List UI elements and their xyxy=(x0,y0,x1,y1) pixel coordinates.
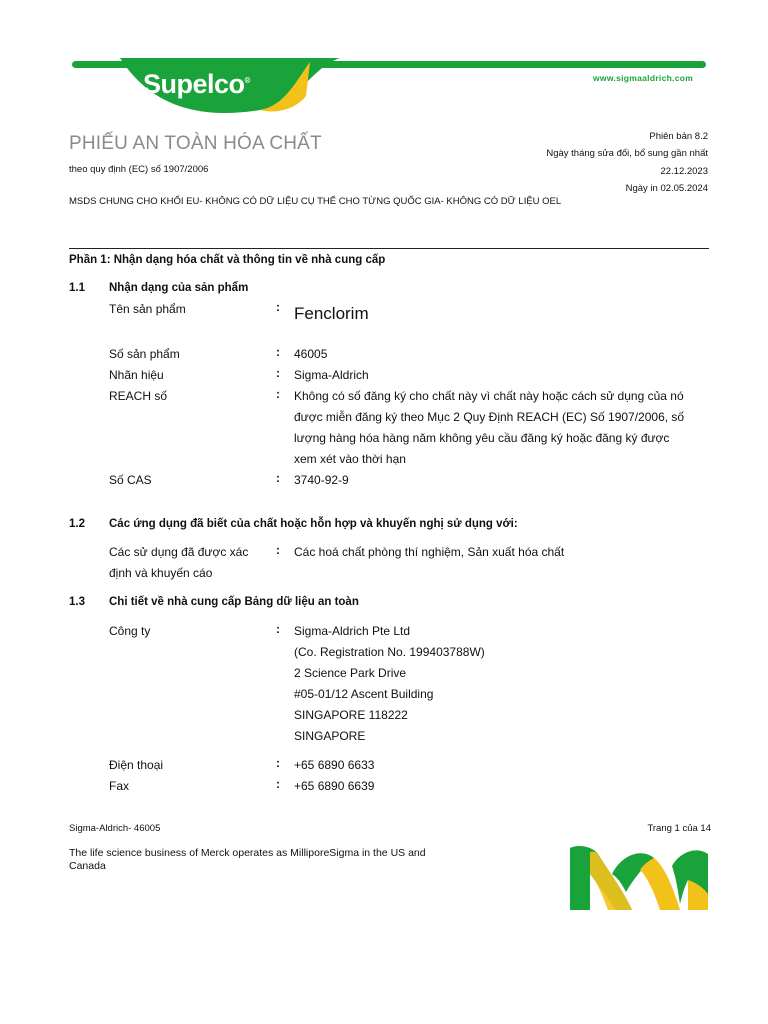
uses-value: Các hoá chất phòng thí nghiệm, Sản xuất hóa chất xyxy=(294,545,565,559)
colon: : xyxy=(276,756,280,770)
reach-label: REACH số xyxy=(109,389,168,403)
reach-value xyxy=(294,386,684,470)
company-label: Công ty xyxy=(109,624,151,638)
phone-value: +65 6890 6633 xyxy=(294,758,375,772)
subsection-1-1-title: Nhận dạng của sản phẩm xyxy=(109,282,249,294)
colon: : xyxy=(276,366,280,380)
regulation-text: theo quy định (EC) số 1907/2006 xyxy=(69,164,209,175)
fax-value: +65 6890 6639 xyxy=(294,779,375,793)
brand-value: Sigma-Aldrich xyxy=(294,368,369,382)
colon: : xyxy=(276,471,280,485)
phone-label: Điện thoại xyxy=(109,758,164,772)
product-name-value: Fenclorim xyxy=(294,304,369,323)
subsection-1-2-title: Các ứng dụng đã biết của chất hoặc hỗn hợp và khuyến nghị sử dụng với: xyxy=(109,518,518,530)
section-1-title: Phần 1: Nhận dạng hóa chất và thông tin về nhà cung cấp xyxy=(69,254,386,266)
reach-line: xem xét vào thời hạn xyxy=(294,452,406,466)
company-line: Sigma-Aldrich Pte Ltd xyxy=(294,624,411,638)
revision-date: 22.12.2023 xyxy=(660,165,708,177)
uses-label-line: Các sử dụng đã được xác xyxy=(109,545,249,559)
brand-logo-text: Supelco® xyxy=(143,69,250,99)
section-divider xyxy=(69,248,709,249)
colon: : xyxy=(276,777,280,791)
colon: : xyxy=(276,543,280,557)
msds-note: MSDS CHUNG CHO KHỐI EU- KHÔNG CÓ DỮ LIỆU CỤ THỂ CHO TỪNG QUỐC GIA- KHÔNG CÓ DỮ LIỆU OEL xyxy=(69,196,562,207)
product-number-value: 46005 xyxy=(294,347,328,361)
company-address xyxy=(294,621,485,747)
brand-label: Nhãn hiệu xyxy=(109,368,164,382)
company-line: 2 Science Park Drive xyxy=(294,666,407,680)
product-name-label: Tên sản phẩm xyxy=(109,302,186,316)
version-text: Phiên bản 8.2 xyxy=(649,131,708,142)
company-line: #05-01/12 Ascent Building xyxy=(294,687,434,701)
reach-line: được miễn đăng ký theo Mục 2 Quy Định REACH (EC) Số 1907/2006, số xyxy=(294,410,685,424)
website-url[interactable]: www.sigmaaldrich.com xyxy=(593,73,694,83)
company-line: SINGAPORE xyxy=(294,729,366,743)
uses-label xyxy=(109,542,248,584)
uses-label-line: định và khuyến cáo xyxy=(109,566,213,580)
cas-label: Số CAS xyxy=(109,473,152,487)
colon: : xyxy=(276,345,280,359)
document-title: PHIẾU AN TOÀN HÓA CHẤT xyxy=(69,133,322,154)
footer-page-number: Trang 1 của 14 xyxy=(647,823,711,834)
company-line: SINGAPORE 118222 xyxy=(294,708,408,722)
footer-doc-id: Sigma-Aldrich- 46005 xyxy=(69,823,161,834)
subsection-1-2-number: 1.2 xyxy=(69,518,85,530)
fax-label: Fax xyxy=(109,779,130,793)
revision-info xyxy=(546,128,708,197)
company-line: (Co. Registration No. 199403788W) xyxy=(294,645,485,659)
print-date: Ngày in 02.05.2024 xyxy=(625,182,708,194)
colon: : xyxy=(276,387,280,401)
cas-value: 3740-92-9 xyxy=(294,473,349,487)
revision-label: Ngày tháng sửa đổi, bổ sung gần nhất xyxy=(546,148,708,160)
colon: : xyxy=(276,300,280,314)
subsection-1-1-number: 1.1 xyxy=(69,282,85,294)
subsection-1-3-number: 1.3 xyxy=(69,596,85,608)
merck-note: The life science business of Merck operates as MilliporeSigma in the US and Canada xyxy=(69,847,426,872)
subsection-1-3-title: Chi tiết về nhà cung cấp Bảng dữ liệu an toàn xyxy=(109,596,359,608)
reach-line: Không có số đăng ký cho chất này vì chất này hoặc cách sử dụng của nó xyxy=(294,389,684,403)
colon: : xyxy=(276,622,280,636)
reach-line: lượng hàng hóa hàng năm không yêu cầu đăng ký hoặc đăng ký được xyxy=(294,431,670,445)
product-number-label: Số sản phẩm xyxy=(109,347,180,361)
merck-logo-icon xyxy=(568,844,712,912)
